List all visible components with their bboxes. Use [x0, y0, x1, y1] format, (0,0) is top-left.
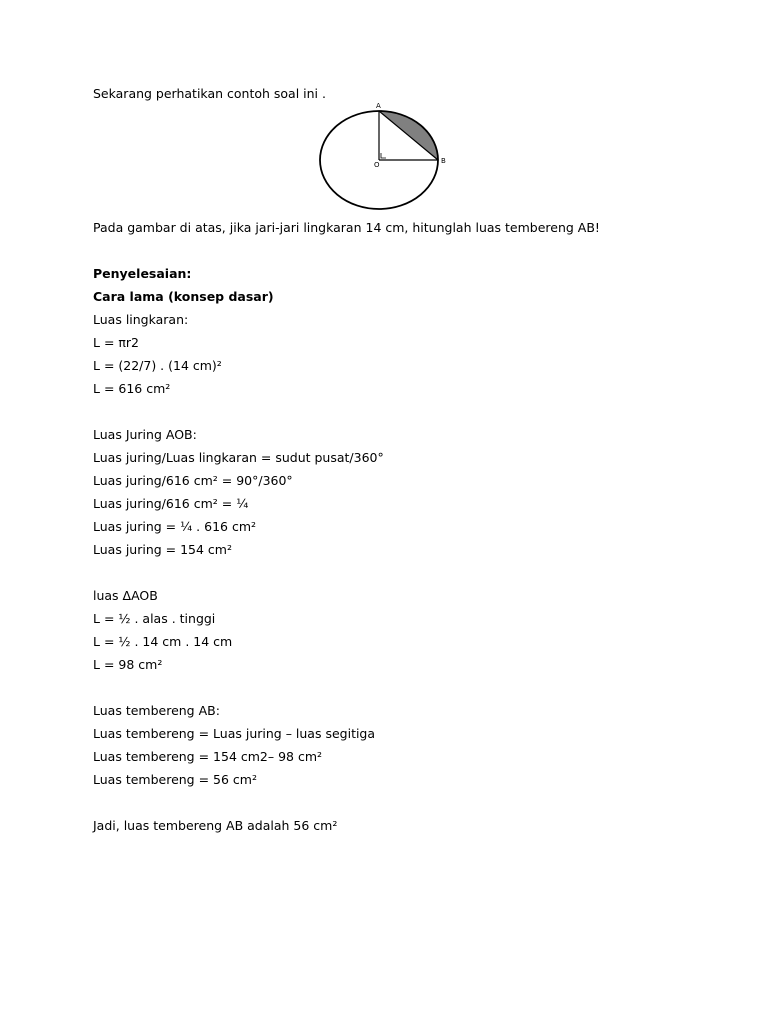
- conclusion-text: Jadi, luas tembereng AB adalah 56 cm²: [93, 818, 338, 833]
- triangle-area-line: L = 98 cm²: [93, 657, 163, 672]
- method-heading: Cara lama (konsep dasar): [93, 289, 274, 304]
- segment-area-heading: Luas tembereng AB:: [93, 703, 220, 718]
- right-angle-marker: [381, 153, 386, 158]
- sector-area-line: Luas juring = 154 cm²: [93, 542, 232, 557]
- sector-area-line: Luas juring/616 cm² = ¼: [93, 496, 249, 511]
- sector-area-line: Luas juring = ¼ . 616 cm²: [93, 519, 257, 534]
- point-a-label: A: [376, 102, 381, 110]
- solution-heading: Penyelesaian:: [93, 266, 192, 281]
- circle-area-line: L = 616 cm²: [93, 381, 171, 396]
- triangle-area-line: L = ½ . alas . tinggi: [93, 611, 216, 626]
- triangle-area-heading: luas ΔAOB: [93, 588, 158, 603]
- intro-text: Sekarang perhatikan contoh soal ini .: [93, 86, 326, 101]
- circle-diagram: [310, 98, 458, 216]
- circle-area-heading: Luas lingkaran:: [93, 312, 189, 327]
- segment-area-line: Luas tembereng = 154 cm2– 98 cm²: [93, 749, 323, 764]
- circle-area-line: L = πr2: [93, 335, 140, 350]
- question-text: Pada gambar di atas, jika jari-jari lingkaran 14 cm, hitunglah luas tembereng AB!: [93, 220, 600, 235]
- triangle-area-line: L = ½ . 14 cm . 14 cm: [93, 634, 233, 649]
- segment-area-line: Luas tembereng = Luas juring – luas segitiga: [93, 726, 376, 741]
- point-b-label: B: [441, 157, 446, 165]
- sector-area-line: Luas juring/Luas lingkaran = sudut pusat/360°: [93, 450, 384, 465]
- circle-figure: [310, 98, 458, 216]
- segment-area-line: Luas tembereng = 56 cm²: [93, 772, 257, 787]
- sector-area-line: Luas juring/616 cm² = 90°/360°: [93, 473, 293, 488]
- sector-area-heading: Luas Juring AOB:: [93, 427, 197, 442]
- point-o-label: O: [374, 161, 380, 169]
- circle-area-line: L = (22/7) . (14 cm)²: [93, 358, 222, 373]
